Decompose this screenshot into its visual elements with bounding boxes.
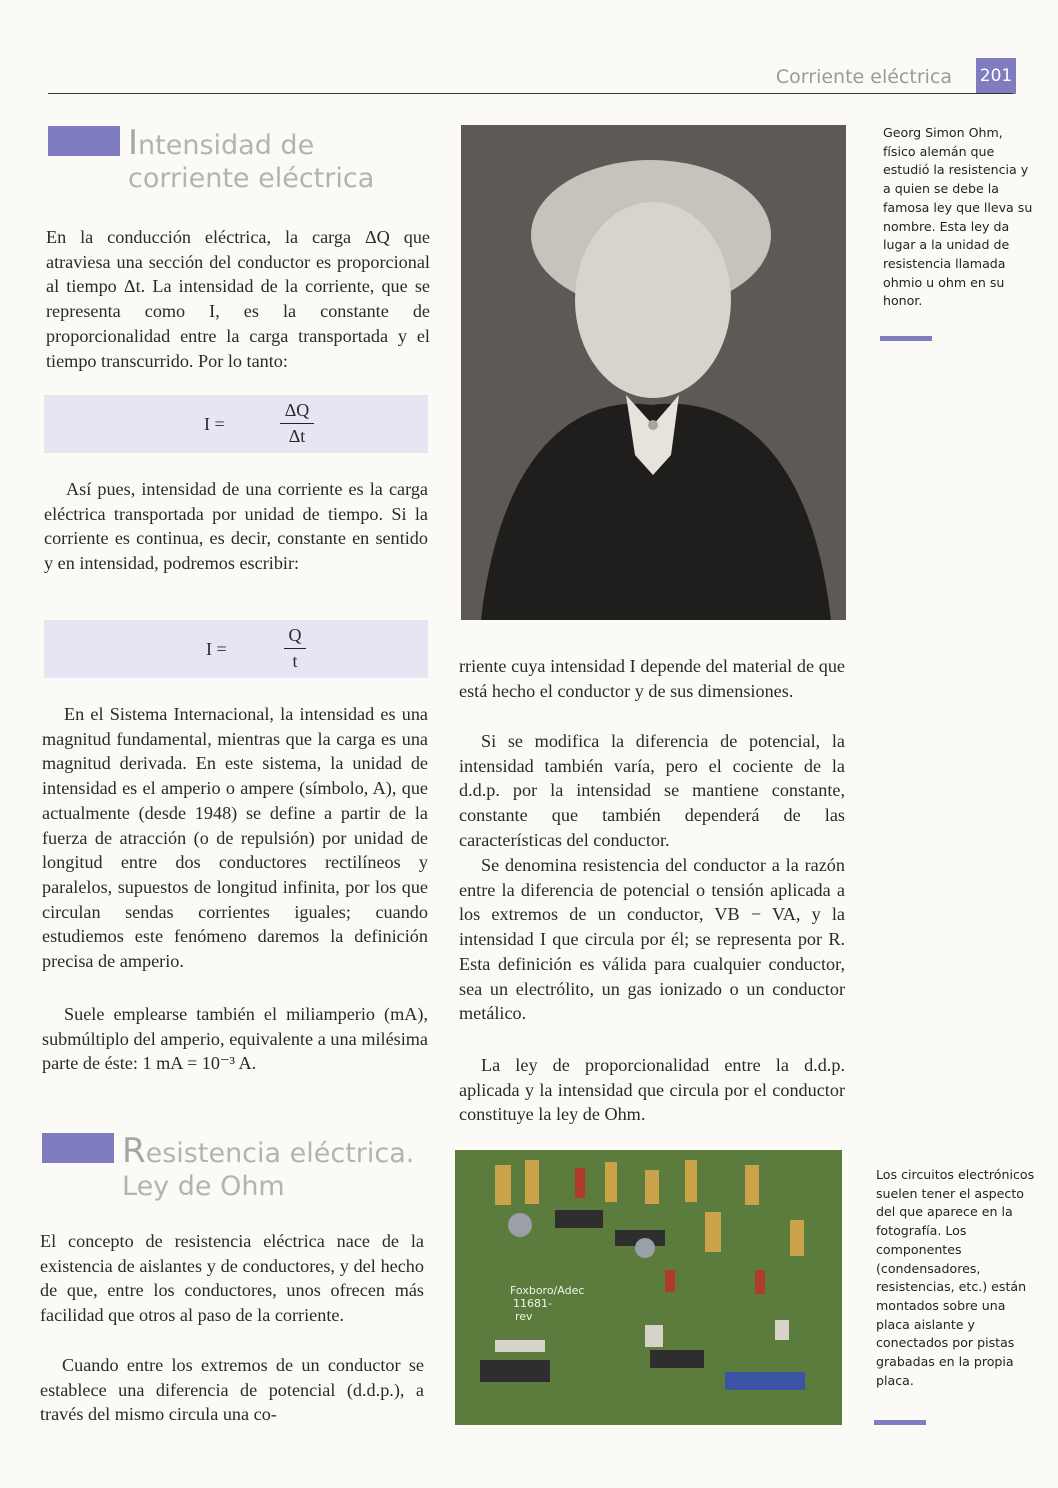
board-label-line2: 11681-: [513, 1297, 552, 1310]
paragraph: Así pues, intensidad de una corriente es la carga eléctrica transportada por unidad de tiempo. Si la corriente es continua, es decir, constante en sentido y en intensidad, podremos escribir:: [44, 479, 428, 574]
title-line1: esistencia eléctrica.: [145, 1138, 415, 1169]
caption-marker-bar: [880, 336, 932, 341]
formula-fraction: [284, 625, 306, 672]
section-marker-bar: [48, 126, 120, 156]
circuit-board-illustration: [455, 1150, 842, 1425]
title-line1: ntensidad de: [138, 130, 315, 161]
paragraph: La ley de proporcionalidad entre la d.d.p. aplicada y la intensidad que circula por el conductor constituye la ley de Ohm.: [459, 1055, 845, 1125]
caption-circuit: Los circuitos electrónicos suelen tener el aspecto del que aparece en la fotografía. Los componentes (condensadores, resistencias, etc.) están montados sobre una placa aislante y conectados por pistas grabadas en la propia placa.: [876, 1167, 1035, 1388]
section-title-resistencia: [122, 1131, 415, 1203]
caption-marker-bar: [874, 1420, 926, 1425]
ohm-portrait-photo: [461, 125, 846, 620]
formula-lhs: I =: [204, 414, 225, 434]
header-rule: [48, 93, 1013, 94]
page-number: 201: [976, 58, 1016, 94]
section-title-intensidad: [128, 123, 375, 195]
fraction-denominator: Δt: [288, 426, 306, 446]
paragraph: Suele emplearse también el miliamperio (mA), submúltiplo del amperio, equivalente a una milésima parte de éste: 1 mA = 10⁻³ A.: [42, 1004, 428, 1074]
paragraph: Si se modifica la diferencia de potencial, la intensidad también varía, pero el cociente de la d.d.p. por la intensidad se mantiene constante, constante que también dependerá de las características del conductor.: [459, 731, 845, 850]
portrait-illustration: [461, 125, 846, 620]
title-line2: Ley de Ohm: [122, 1171, 285, 1202]
fraction-bar: [284, 648, 306, 649]
paragraph: El concepto de resistencia eléctrica nace de la existencia de aislantes y de conductores, y del hecho de que, entre los conductores, unos ofrecen más facilidad que otros al paso de la corriente.: [40, 1231, 424, 1326]
section-marker-bar: [42, 1133, 114, 1163]
paragraph: Cuando entre los extremos de un conductor se establece una diferencia de potencial (d.d.p.), a través del mismo circula una co-: [40, 1355, 424, 1425]
running-header: Corriente eléctrica: [775, 66, 952, 88]
paragraph: En la conducción eléctrica, la carga ΔQ que atraviesa una sección del conductor es proporcional al tiempo Δt. La intensidad de la corriente, que se representa como I, es la constante de proporcionalidad entre la carga transportada y el tiempo transcurrido. Por lo tanto:: [46, 227, 430, 371]
title-line2: corriente eléctrica: [128, 163, 375, 194]
paragraph: En el Sistema Internacional, la intensidad es una magnitud fundamental, mientras que la carga es una magnitud derivada. En este sistema, la unidad de intensidad es el amperio o ampere (símbolo, A), que actualmente (desde 1948) se define a partir de la fuerza de atracción (o de repulsión) por unidad de longitud entre dos conductores rectilíneos y paralelos, supuestos de longitud infinita, por los que circulan sendas corrientes iguales; cuando estudiemos este fenómeno daremos la definición precisa de amperio.: [42, 704, 428, 972]
formula-lhs: I =: [206, 639, 227, 659]
caption-ohm: Georg Simon Ohm, físico alemán que estudió la resistencia y a quien se debe la famosa ley que lleva su nombre. Esta ley da lugar a la unidad de resistencia llamada ohmio u ohm en su honor.: [883, 125, 1033, 309]
title-initial: I: [128, 123, 139, 163]
board-label-line1: Foxboro/Adec: [510, 1284, 585, 1297]
fraction-numerator: ΔQ: [284, 400, 310, 420]
fraction-numerator: Q: [288, 625, 302, 645]
circuit-board-photo: [455, 1150, 842, 1425]
fraction-denominator: t: [292, 651, 298, 671]
formula-box: [44, 395, 428, 453]
paragraph: Se denomina resistencia del conductor a la razón entre la diferencia de potencial o tensión aplicada a los extremos de un conductor, VB − VA, y la intensidad I que circula por él; se representa por R. Esta definición es válida para cualquier conductor, sea un electrólito, un gas ionizado o un conductor metálico.: [459, 855, 845, 1024]
paragraph: rriente cuya intensidad I depende del material de que está hecho el conductor y de sus dimensiones.: [459, 656, 845, 701]
board-label-line3: rev: [515, 1310, 533, 1323]
formula-fraction: [280, 400, 314, 447]
fraction-bar: [280, 423, 314, 424]
title-initial: R: [122, 1131, 146, 1171]
formula-box: [44, 620, 428, 678]
